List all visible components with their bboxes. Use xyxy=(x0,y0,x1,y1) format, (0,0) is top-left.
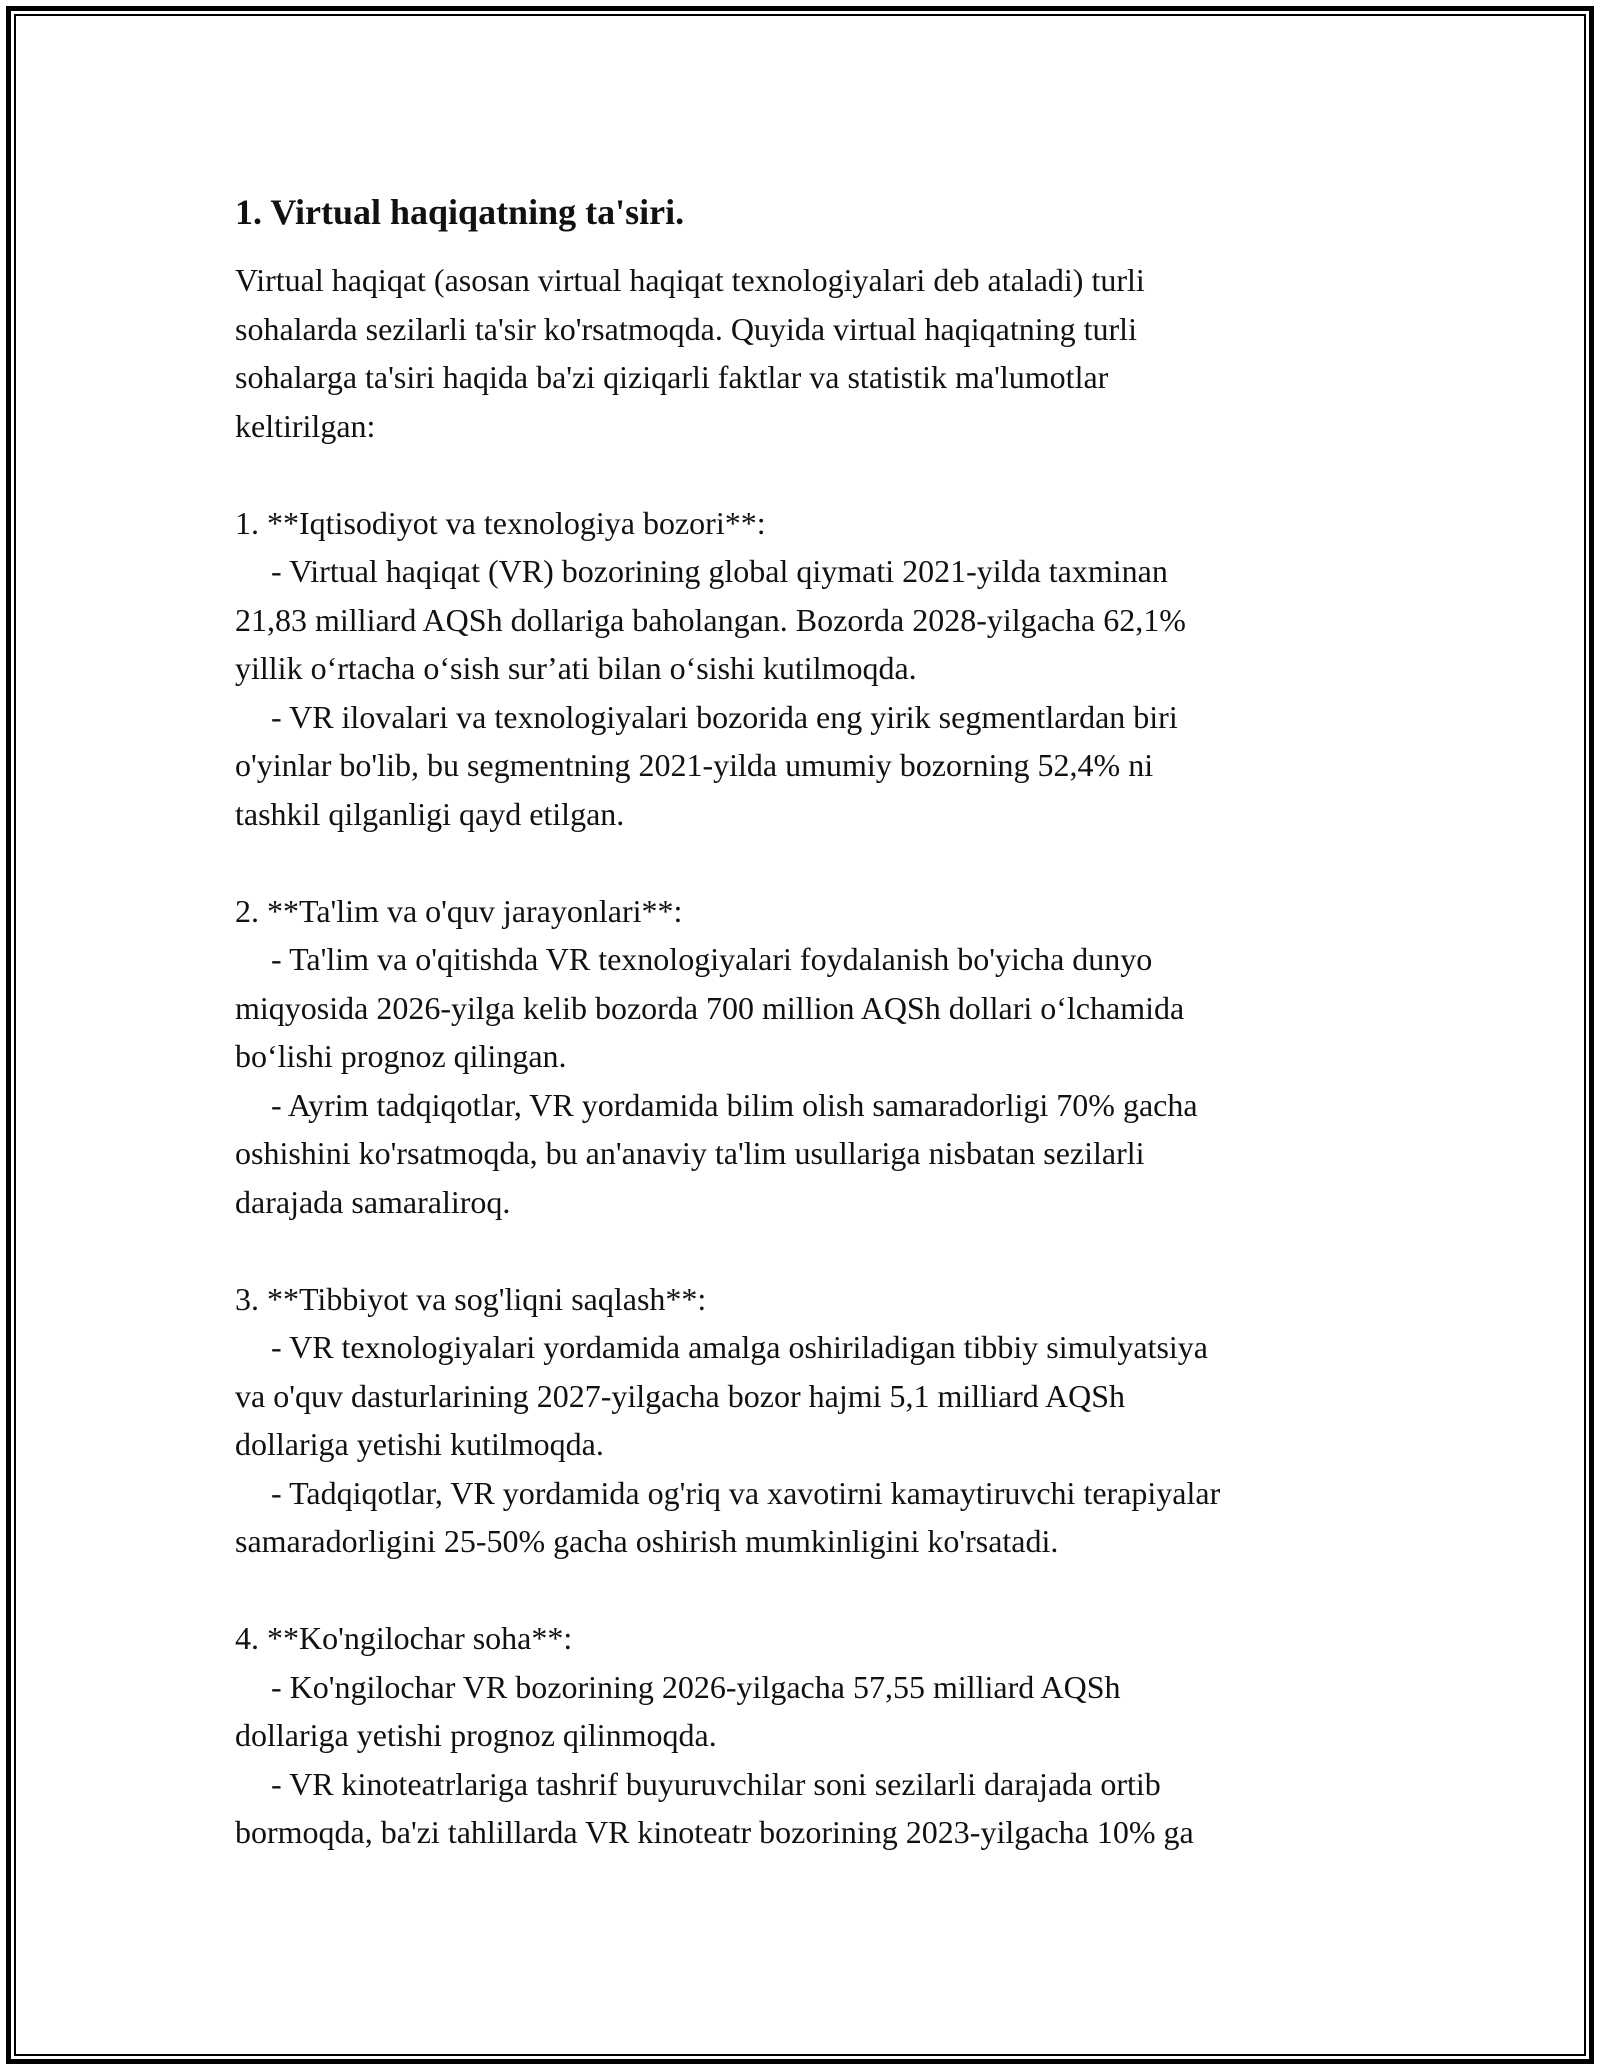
blank-line xyxy=(235,838,1425,887)
text-line: dollariga yetishi kutilmoqda. xyxy=(235,1426,604,1462)
text-line: miqyosida 2026-yilga kelib bozorda 700 million AQSh dollari oʻlchamida xyxy=(235,989,1185,1026)
bullet-line: - Ko'ngilochar VR bozorining 2026-yilgacha 57,55 milliard AQSh xyxy=(271,1668,1121,1705)
blank-line xyxy=(235,1566,1425,1615)
section-medicine xyxy=(235,1275,1425,1566)
text-line: keltirilgan: xyxy=(235,407,376,444)
section-heading: 2. **Ta'lim va o'quv jarayonlari**: xyxy=(235,892,683,929)
text-line: tashkil qilganligi qayd etilgan. xyxy=(235,795,625,832)
bullet-line: - VR kinoteatrlariga tashrif buyuruvchilar soni sezilarli darajada ortib xyxy=(271,1765,1161,1802)
text-line: oshishini ko'rsatmoqda, bu an'anaviy ta'lim usullariga nisbatan sezilarli xyxy=(235,1135,1145,1171)
text-line: dollariga yetishi prognoz qilinmoqda. xyxy=(235,1717,717,1753)
bullet-line: - VR texnologiyalari yordamida amalga oshiriladigan tibbiy simulyatsiya xyxy=(271,1329,1208,1365)
bullet-line: - Ta'lim va o'qitishda VR texnologiyalari foydalanish bo'yicha dunyo xyxy=(271,941,1153,977)
text-line: va o'quv dasturlarining 2027-yilgacha bozor hajmi 5,1 milliard AQSh xyxy=(235,1377,1126,1414)
document-title: 1. Virtual haqiqatning ta'siri. xyxy=(235,192,685,232)
text-line: boʻlishi prognoz qilingan. xyxy=(235,1038,567,1074)
document-body xyxy=(235,190,1425,1857)
text-line: sohalarda sezilarli ta'sir ko'rsatmoqda. Quyida virtual haqiqatning turli xyxy=(235,310,1137,347)
blank-line xyxy=(235,450,1425,499)
bullet-line: - Tadqiqotlar, VR yordamida og'riq va xavotirni kamaytiruvchi terapiyalar xyxy=(271,1474,1221,1511)
section-heading: 1. **Iqtisodiyot va texnologiya bozori**: xyxy=(235,504,766,541)
blank-line xyxy=(235,1226,1425,1275)
text-line: Virtual haqiqat (asosan virtual haqiqat texnologiyalari deb ataladi) turli xyxy=(235,262,1145,298)
intro-paragraph xyxy=(235,256,1425,450)
bullet-line: - Virtual haqiqat (VR) bozorining global qiymati 2021-yilda taxminan xyxy=(271,553,1168,589)
text-line: samaradorligini 25-50% gacha oshirish mumkinligini ko'rsatadi. xyxy=(235,1523,1059,1559)
section-economy xyxy=(235,499,1425,839)
section-heading: 3. **Tibbiyot va sog'liqni saqlash**: xyxy=(235,1280,707,1317)
text-line: bormoqda, ba'zi tahlillarda VR kinoteatr bozorining 2023-yilgacha 10% ga xyxy=(235,1814,1194,1850)
text-line: darajada samaraliroq. xyxy=(235,1183,511,1220)
text-line: yillik oʻrtacha oʻsish surʼati bilan oʻsishi kutilmoqda. xyxy=(235,650,917,686)
bullet-line: - Ayrim tadqiqotlar, VR yordamida bilim olish samaradorligi 70% gacha xyxy=(271,1086,1198,1123)
text-line: sohalarga ta'siri haqida ba'zi qiziqarli faktlar va statistik ma'lumotlar xyxy=(235,359,1109,395)
text-line: 21,83 milliard AQSh dollariga baholangan. Bozorda 2028-yilgacha 62,1% xyxy=(235,601,1186,638)
section-entertainment xyxy=(235,1614,1425,1857)
bullet-line: - VR ilovalari va texnologiyalari bozorida eng yirik segmentlardan biri xyxy=(271,698,1178,735)
section-education xyxy=(235,887,1425,1227)
text-line: o'yinlar bo'lib, bu segmentning 2021-yilda umumiy bozorning 52,4% ni xyxy=(235,747,1154,783)
section-heading: 4. **Ko'ngilochar soha**: xyxy=(235,1620,573,1656)
